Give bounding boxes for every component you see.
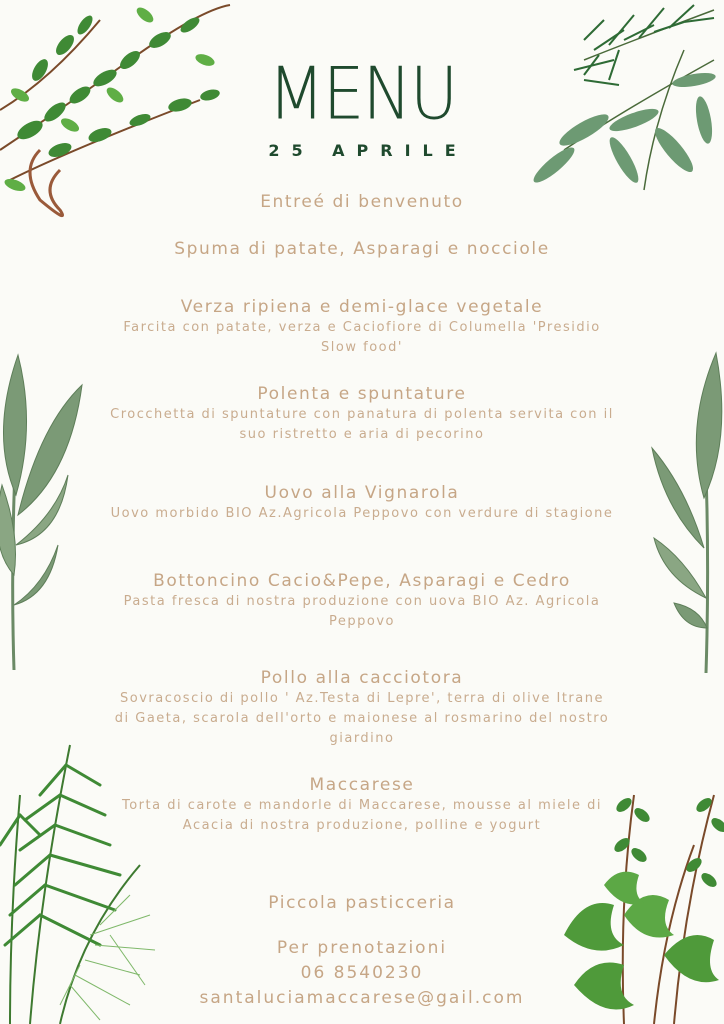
menu-item-description: Crocchetta di spuntature con panatura di polenta servita con il suo ristretto e aria di pecorino xyxy=(110,407,614,442)
menu-item-description: Farcita con patate, verza e Caciofiore di Columella 'Presidio Slow food' xyxy=(123,320,601,355)
menu-title: MENU xyxy=(267,51,457,137)
menu-item-title: Entreé di benvenuto xyxy=(260,192,464,212)
sage-illustration-left xyxy=(0,345,90,675)
menu-item xyxy=(110,667,614,749)
reservation-contact xyxy=(110,936,614,1011)
menu-date: 25 APRILE xyxy=(268,141,468,160)
menu-item-title: Piccola pasticceria xyxy=(268,893,456,913)
menu-item-description: Pasta fresca di nostra produzione con uova BIO Az. Agricola Peppovo xyxy=(123,594,601,629)
menu-item xyxy=(110,892,614,914)
menu-item-description: Torta di carote e mandorle di Maccarese, mousse al miele di Acacia di nostra produzione, polline e yogurt xyxy=(121,798,603,833)
menu-item-title: Spuma di patate, Asparagi e nocciole xyxy=(174,239,550,259)
menu-item-title: Maccarese xyxy=(309,775,415,795)
phone-number[interactable]: 06 8540230 xyxy=(300,963,424,983)
menu-item-title: Bottoncino Cacio&Pepe, Asparagi e Cedro xyxy=(153,571,571,591)
menu-item xyxy=(110,238,614,260)
menu-item-title: Polenta e spuntature xyxy=(257,384,467,404)
menu-item-description: Sovracoscio di pollo ' Az.Testa di Lepre', terra di olive Itrane di Gaeta, scarola dell'orto e maionese al rosmarino del nostro giardino xyxy=(114,691,610,746)
menu-item xyxy=(110,774,614,836)
menu-item xyxy=(110,296,614,358)
menu-item-title: Verza ripiena e demi-glace vegetale xyxy=(180,297,544,317)
menu-item xyxy=(110,383,614,445)
menu-item-title: Uovo alla Vignarola xyxy=(264,483,460,503)
email-address[interactable]: santaluciamaccarese@gail.com xyxy=(199,988,525,1008)
sage-illustration-right xyxy=(644,348,724,678)
menu-item-title: Pollo alla cacciotora xyxy=(260,668,464,688)
menu-item xyxy=(100,570,624,632)
menu-item xyxy=(110,482,614,524)
menu-item xyxy=(110,191,614,213)
reservation-label: Per prenotazioni xyxy=(276,938,448,958)
menu-item-description: Uovo morbido BIO Az.Agricola Peppovo con verdure di stagione xyxy=(110,506,614,521)
